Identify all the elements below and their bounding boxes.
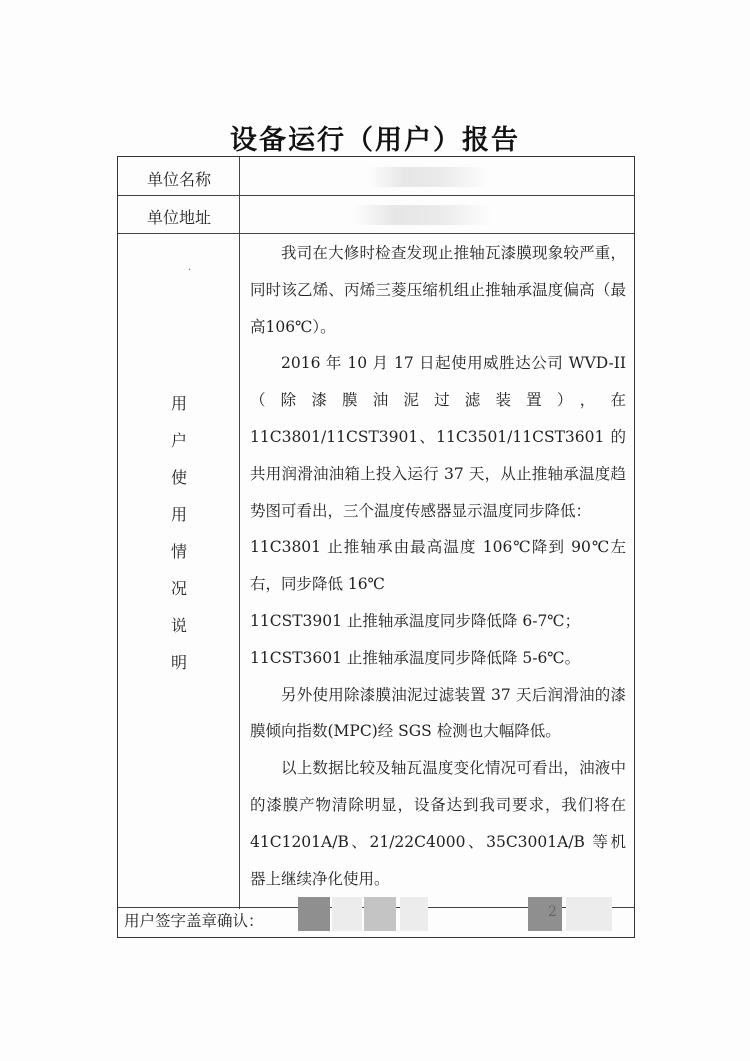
usage-description-label [118,385,240,681]
paragraph: 另外使用除漆膜油泥过滤装置 37 天后润滑油的漆膜倾向指数(MPC)经 SGS 检测也大幅降低。 [250,685,626,741]
paragraph: 以上数据比较及轴瓦温度变化情况可看出，油液中的漆膜产物清除明显，设备达到我司要求，我们将在 41C1201A/B、21/22C4000、35C3001A/B 等机器上继续净化使用。 [250,759,626,888]
page-title: 设备运行（用户）报告 [230,125,520,156]
paragraph: 11CST3901 止推轴承温度同步降低降 6-7℃； [250,611,581,630]
unit-name-label: 单位名称 [146,170,211,189]
usage-label-char: 用 [170,394,187,413]
signature-redaction [298,897,330,931]
usage-label-char: 使 [170,468,187,487]
signature-label: 用户签字盖章确认： [124,912,264,930]
usage-description-content [250,235,626,897]
usage-label-char: 户 [170,431,187,450]
usage-label-char: 用 [170,505,187,524]
usage-label-char: 况 [170,579,187,598]
stray-dot: · [188,265,192,276]
row-divider-2 [118,233,634,234]
paragraph: 2016 年 10 月 17 日起使用威胜达公司 WVD-II（除漆膜油泥过滤装置），在 11C3801/11CST3901、11C3501/11CST3601 的共用润滑油油箱上投入运行 37 天，从止推轴承温度趋势图可看出，三个温度传感器显示温度同步降低： [250,354,626,520]
paragraph: 11C3801 止推轴承由最高温度 106℃降到 90℃左右，同步降低 16℃ [250,538,626,594]
report-form [117,156,635,938]
signature-redaction [400,897,428,931]
unit-name-value-redacted [368,167,488,187]
unit-address-label: 单位地址 [146,208,211,227]
signature-redaction [364,897,396,931]
signature-redaction [566,897,612,931]
usage-label-char: 说 [170,616,187,635]
row-divider-1 [118,195,634,196]
signature-redaction [332,897,362,931]
paragraph: 11CST3601 止推轴承温度同步降低降 5-6℃。 [250,648,581,667]
unit-address-value-redacted [353,205,493,225]
paragraph: 我司在大修时检查发现止推轴瓦漆膜现象较严重，同时该乙烯、丙烯三菱压缩机组止推轴承温度偏高（最高106℃）。 [250,244,626,336]
usage-label-char: 明 [170,653,187,672]
corner-mark: 2 [548,904,557,920]
usage-label-char: 情 [170,542,187,561]
